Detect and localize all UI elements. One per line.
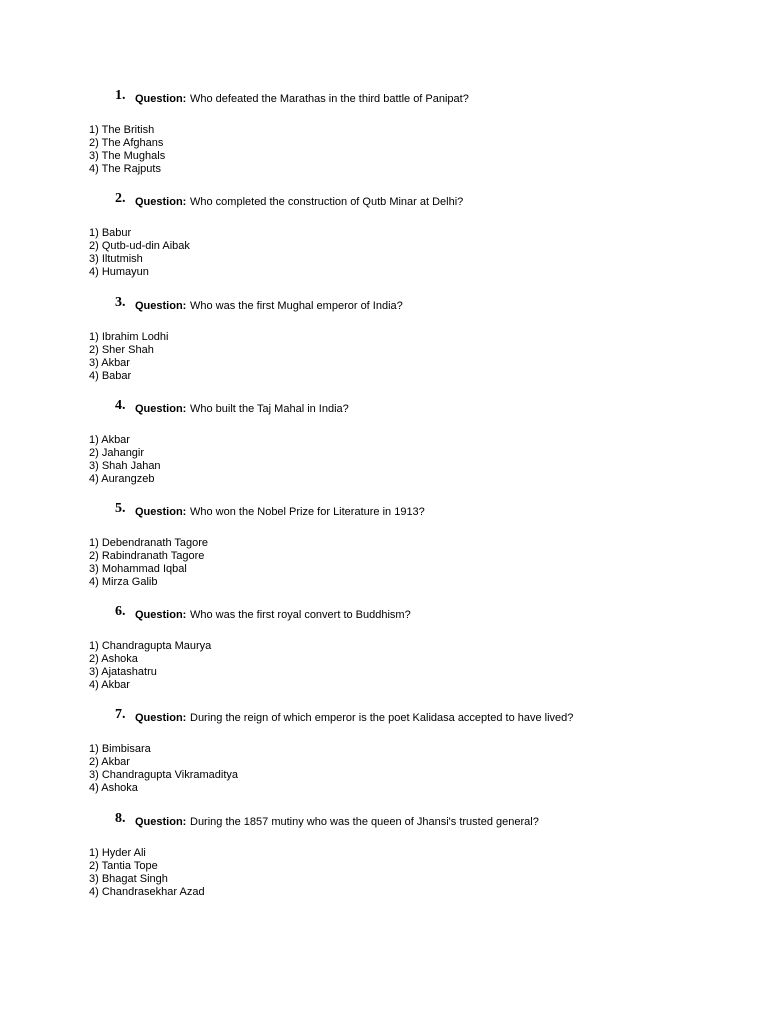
answer-options: [89, 124, 165, 176]
question-number: 4.: [115, 398, 126, 413]
answer-option: 1) Akbar: [89, 434, 130, 446]
question-line: [89, 295, 729, 314]
question-text: Who defeated the Marathas in the third battle of Panipat?: [190, 93, 469, 105]
question-block: [89, 707, 729, 794]
question-label: Question:: [135, 816, 187, 828]
question-label: Question:: [135, 506, 187, 518]
answer-option: 4) Aurangzeb: [89, 473, 155, 485]
answer-option: 2) Rabindranath Tagore: [89, 550, 205, 562]
answer-option: 4) Humayun: [89, 266, 149, 278]
answer-options: [89, 227, 190, 279]
question-block: [89, 398, 729, 485]
question-block: [89, 295, 729, 382]
question-number: 6.: [115, 604, 126, 619]
question-text: During the reign of which emperor is the poet Kalidasa accepted to have lived?: [190, 712, 574, 724]
question-line: [89, 191, 729, 210]
answer-option: 1) Hyder Ali: [89, 847, 146, 859]
answer-option: 2) Qutb-ud-din Aibak: [89, 240, 190, 252]
answer-options: [89, 331, 169, 383]
answer-option: 4) Chandrasekhar Azad: [89, 886, 205, 898]
answer-option: 1) Debendranath Tagore: [89, 537, 209, 549]
question-line: [89, 398, 729, 417]
answer-options: [89, 537, 208, 589]
answer-option: 2) Tantia Tope: [89, 860, 158, 872]
question-text: Who completed the construction of Qutb Minar at Delhi?: [190, 196, 464, 208]
question-block: [89, 501, 729, 588]
answer-option: 4) The Rajputs: [89, 163, 161, 175]
question-line: [89, 707, 729, 726]
answer-options: [89, 434, 161, 486]
question-number: 3.: [115, 295, 126, 310]
question-block: [89, 604, 729, 691]
answer-option: 3) Iltutmish: [89, 253, 143, 265]
answer-options: [89, 640, 211, 692]
question-block: [89, 811, 729, 898]
question-number: 2.: [115, 191, 126, 206]
answer-options: [89, 847, 205, 899]
answer-option: 4) Akbar: [89, 679, 130, 691]
answer-option: 2) Akbar: [89, 756, 130, 768]
question-line: [89, 604, 729, 623]
question-number: 1.: [115, 88, 126, 103]
answer-option: 3) Bhagat Singh: [89, 873, 168, 885]
answer-option: 3) The Mughals: [89, 150, 166, 162]
answer-option: 1) The British: [89, 124, 155, 136]
question-text: Who was the first royal convert to Buddhism?: [190, 609, 411, 621]
question-block: [89, 191, 729, 278]
question-text: During the 1857 mutiny who was the queen of Jhansi's trusted general?: [190, 816, 539, 828]
question-text: Who won the Nobel Prize for Literature in 1913?: [190, 506, 425, 518]
question-line: [89, 88, 729, 107]
answer-option: 2) The Afghans: [89, 137, 164, 149]
answer-option: 3) Akbar: [89, 357, 130, 369]
question-text: Who was the first Mughal emperor of India?: [190, 300, 403, 312]
answer-option: 1) Bimbisara: [89, 743, 151, 755]
answer-option: 3) Ajatashatru: [89, 666, 157, 678]
answer-option: 3) Shah Jahan: [89, 460, 161, 472]
question-number: 5.: [115, 501, 126, 516]
answer-option: 3) Mohammad Iqbal: [89, 563, 187, 575]
question-label: Question:: [135, 196, 187, 208]
question-line: [89, 501, 729, 520]
answer-options: [89, 743, 238, 795]
question-label: Question:: [135, 300, 187, 312]
question-label: Question:: [135, 712, 187, 724]
question-label: Question:: [135, 93, 187, 105]
answer-option: 4) Ashoka: [89, 782, 138, 794]
question-number: 7.: [115, 707, 126, 722]
question-line: [89, 811, 729, 830]
answer-option: 1) Babur: [89, 227, 132, 239]
answer-option: 3) Chandragupta Vikramaditya: [89, 769, 238, 781]
question-number: 8.: [115, 811, 126, 826]
answer-option: 1) Chandragupta Maurya: [89, 640, 212, 652]
answer-option: 1) Ibrahim Lodhi: [89, 331, 169, 343]
question-block: [89, 88, 729, 175]
answer-option: 2) Sher Shah: [89, 344, 154, 356]
question-label: Question:: [135, 403, 187, 415]
question-text: Who built the Taj Mahal in India?: [190, 403, 349, 415]
answer-option: 4) Mirza Galib: [89, 576, 158, 588]
answer-option: 2) Ashoka: [89, 653, 138, 665]
question-label: Question:: [135, 609, 187, 621]
answer-option: 4) Babar: [89, 370, 132, 382]
answer-option: 2) Jahangir: [89, 447, 145, 459]
